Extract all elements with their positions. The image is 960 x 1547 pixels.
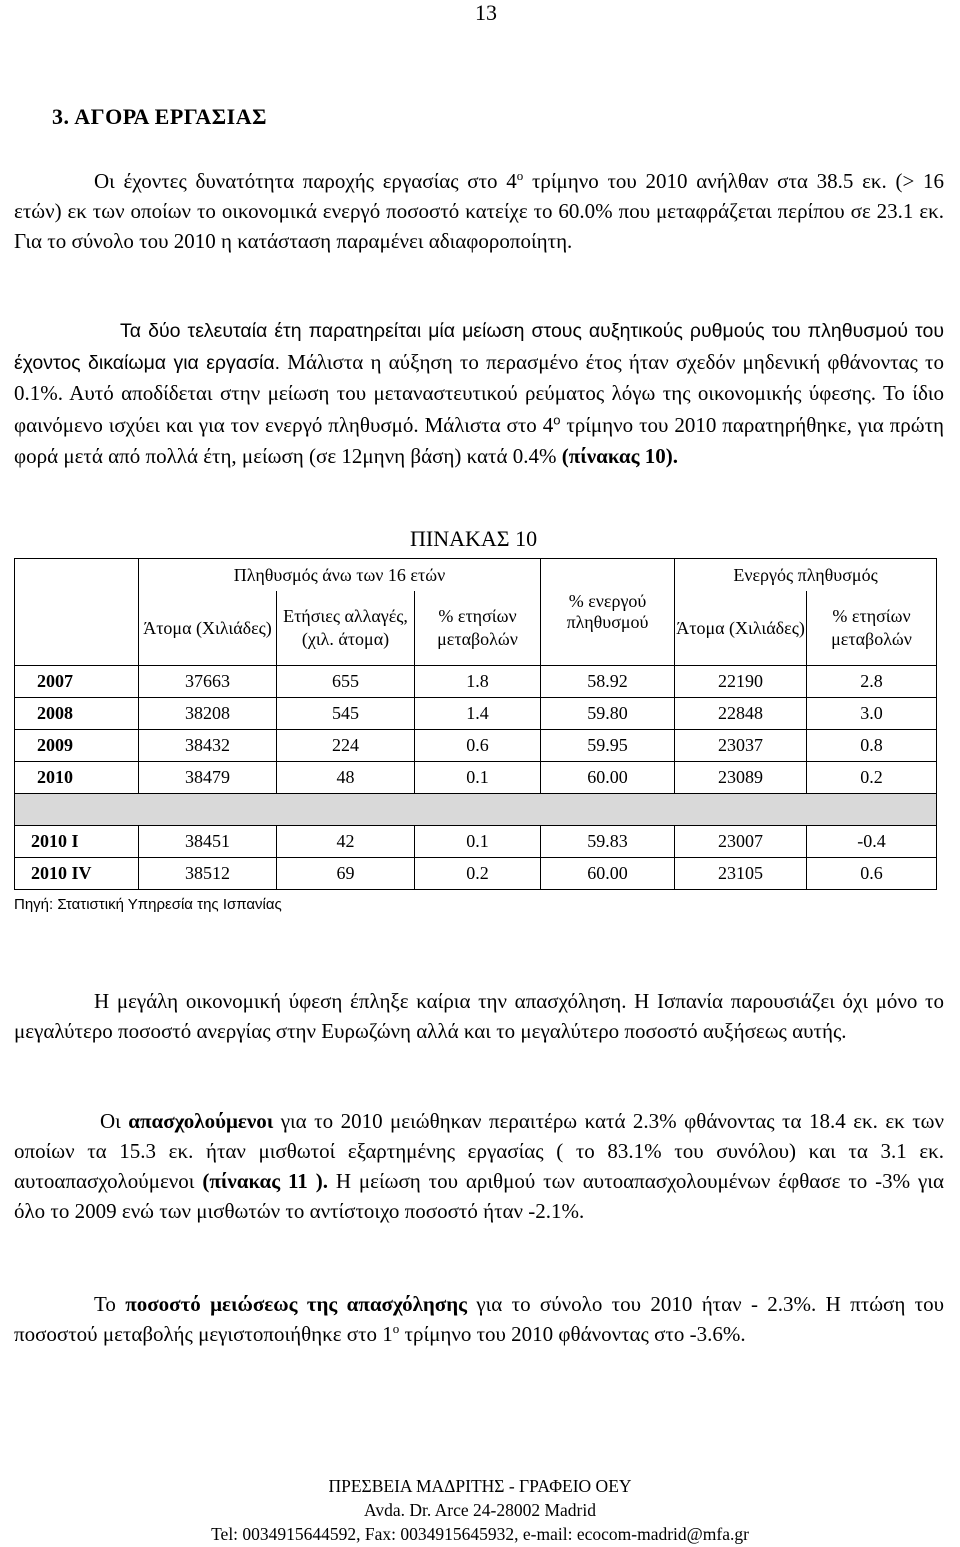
table-row xyxy=(15,730,937,762)
cell-annual: 655 xyxy=(277,666,415,698)
footer-embassy: ΠΡΕΣΒΕΙΑ ΜΑΔΡΙΤΗΣ - ΓΡΑΦΕΙΟ ΟΕΥ xyxy=(328,1476,632,1496)
cell-active-change: 3.0 xyxy=(807,698,937,730)
footer-contact: Tel: 0034915644592, Fax: 0034915645932, e-mail: ecocom-madrid@mfa.gr xyxy=(211,1524,749,1544)
para2-text-d: Το ίδιο φαινόμενο ισχύει και για τον ενεργό πληθυσμό. xyxy=(14,381,944,437)
cell-active-pct: 58.92 xyxy=(541,666,675,698)
header-active-pct: % ενεργού πληθυσμού xyxy=(541,559,675,666)
row-label: 2010 xyxy=(15,762,139,794)
cell-pct: 1.8 xyxy=(415,666,541,698)
para4-bold-employed: απασχολούμενοι xyxy=(128,1109,274,1133)
table-row xyxy=(15,826,937,858)
cell-pct: 0.6 xyxy=(415,730,541,762)
cell-active-pct: 60.00 xyxy=(541,858,675,890)
paragraph-employed xyxy=(14,1106,944,1226)
cell-pct: 0.2 xyxy=(415,858,541,890)
row-label: 2007 xyxy=(15,666,139,698)
section-title: 3. ΑΓΟΡΑ ΕΡΓΑΣΙΑΣ xyxy=(52,104,267,129)
header-corner xyxy=(15,559,139,592)
cell-pct: 0.1 xyxy=(415,826,541,858)
cell-persons: 38432 xyxy=(139,730,277,762)
table-header-row-2 xyxy=(15,591,937,666)
paragraph-growth xyxy=(14,316,944,473)
para4-text-a: Οι xyxy=(100,1109,129,1133)
cell-active-change: 0.6 xyxy=(807,858,937,890)
para2-text-b: Μάλιστα η αύξηση το περασμένο έτος ήταν σχεδόν μηδενική φθάνοντας το 0.1%. xyxy=(14,349,944,405)
cell-annual: 69 xyxy=(277,858,415,890)
cell-annual: 224 xyxy=(277,730,415,762)
cell-persons: 37663 xyxy=(139,666,277,698)
cell-pct: 1.4 xyxy=(415,698,541,730)
header-pct-change-active: % ετησίων μεταβολών xyxy=(807,591,937,666)
para2-text-f: τρίμηνο του 2010 παρατηρήθηκε, για πρώτη φορά μετά από πολλά έτη, μείωση (σε 12μηνη βάση) κατά 0.4% xyxy=(14,412,944,468)
header-persons: Άτομα (Χιλιάδες) xyxy=(139,591,277,666)
cell-persons: 38512 xyxy=(139,858,277,890)
table-header-row-1 xyxy=(15,559,937,592)
para1-text-b: τρίμηνο του 2010 ανήλθαν στα 38.5 εκ. (> 16 ετών) εκ των οποίων το οικονομικά ενεργό ποσοστό κατείχε το 60.0% που μεταφράζεται περίπου σε 23.1 εκ. Για το σύνολο του 2010 η κατάσταση παραμένει αδιαφοροποίητη. xyxy=(14,169,945,253)
cell-active-pct: 60.00 xyxy=(541,762,675,794)
table-row xyxy=(15,858,937,890)
para2-table-ref: (πίνακας 10) xyxy=(561,444,673,468)
para5-text-c: τρίμηνο του 2010 φθάνοντας στο -3.6%. xyxy=(399,1322,746,1346)
cell-active-persons: 22848 xyxy=(675,698,807,730)
cell-active-change: 0.8 xyxy=(807,730,937,762)
header-group-active: Ενεργός πληθυσμός xyxy=(675,559,937,592)
cell-annual: 42 xyxy=(277,826,415,858)
para2-text-e: Μάλιστα στο 4 xyxy=(418,412,554,437)
para5-bold: ποσοστό μειώσεως της απασχόλησης xyxy=(125,1292,468,1316)
para2-end: . xyxy=(672,444,678,468)
table-row xyxy=(15,698,937,730)
table-title: ΠΙΝΑΚΑΣ 10 xyxy=(410,526,538,551)
cell-active-change: 2.8 xyxy=(807,666,937,698)
footer-address: Avda. Dr. Arce 24-28002 Madrid xyxy=(364,1500,596,1520)
para5-text-b: για το σύνολο του 2010 ήταν - 2.3%. Η πτώση του ποσοστού μεταβολής μεγιστοποιήθηκε στο 1 xyxy=(14,1292,944,1346)
row-label: 2008 xyxy=(15,698,139,730)
cell-active-persons: 23037 xyxy=(675,730,807,762)
page-number: 13 xyxy=(475,0,497,25)
separator-cell xyxy=(15,794,937,826)
para4-text-c: Η μείωση του αριθμού των αυτοαπασχολουμένων έφθασε το -3% για όλο το 2009 ενώ των μισθωτών το αντίστοιχο ποσοστό ήταν -2.1%. xyxy=(14,1169,944,1223)
cell-persons: 38208 xyxy=(139,698,277,730)
table-row xyxy=(15,762,937,794)
cell-active-pct: 59.80 xyxy=(541,698,675,730)
para5-superscript: ο xyxy=(392,1321,400,1336)
para1-superscript: ο xyxy=(516,168,524,183)
table-separator-row xyxy=(15,794,937,826)
table-row xyxy=(15,666,937,698)
para4-text-b: για το 2010 μειώθηκαν περαιτέρω κατά 2.3% φθάνοντας τα 18.4 εκ. εκ των οποίων τα 15.3 εκ. ήταν μισθωτοί εξαρτημένης εργασίας ( το 83.1% του συνόλου) και τα 3.1 εκ. αυτοαπασχολούμενοι xyxy=(14,1109,944,1193)
row-label: 2010 I xyxy=(15,826,139,858)
cell-active-pct: 59.95 xyxy=(541,730,675,762)
population-table xyxy=(14,558,937,890)
para2-superscript: ο xyxy=(553,412,561,427)
cell-active-persons: 23007 xyxy=(675,826,807,858)
header-annual-changes: Ετήσιες αλλαγές, (χιλ. άτομα) xyxy=(277,591,415,666)
cell-annual: 48 xyxy=(277,762,415,794)
para4-table-ref: (πίνακας 11 ). xyxy=(202,1169,328,1193)
paragraph-population xyxy=(14,166,944,256)
cell-active-change: 0.2 xyxy=(807,762,937,794)
cell-active-change: -0.4 xyxy=(807,826,937,858)
row-label: 2010 IV xyxy=(15,858,139,890)
header-persons-active: Άτομα (Χιλιάδες) xyxy=(675,591,807,666)
cell-persons: 38451 xyxy=(139,826,277,858)
cell-active-persons: 23105 xyxy=(675,858,807,890)
para2-text-c: Αυτό αποδίδεται στην μείωση του μεταναστευτικού ρεύματος λόγω της οικονομικής ύφεσης. xyxy=(63,381,877,405)
header-pct-change: % ετησίων μεταβολών xyxy=(415,591,541,666)
header-group-population: Πληθυσμός άνω των 16 ετών xyxy=(139,559,541,592)
cell-annual: 545 xyxy=(277,698,415,730)
row-label: 2009 xyxy=(15,730,139,762)
table-source: Πηγή: Στατιστική Υπηρεσία της Ισπανίας xyxy=(14,896,282,913)
header-corner-bottom xyxy=(15,591,139,666)
para5-text-a: Το xyxy=(94,1292,126,1316)
para2-text-a: Τα δύο τελευταία έτη παρατηρείται μία μείωση στους αυξητικούς ρυθμούς του πληθυσμού του έχοντος δικαίωμα για εργασία. xyxy=(14,320,944,374)
cell-persons: 38479 xyxy=(139,762,277,794)
paragraph-decrease-rate xyxy=(14,1289,944,1349)
para1-text-a: Οι έχοντες δυνατότητα παροχής εργασίας στο 4 xyxy=(94,169,517,193)
cell-pct: 0.1 xyxy=(415,762,541,794)
cell-active-pct: 59.83 xyxy=(541,826,675,858)
paragraph-recession: Η μεγάλη οικονομική ύφεση έπληξε καίρια την απασχόληση. Η Ισπανία παρουσιάζει όχι μόνο το μεγαλύτερο ποσοστό ανεργίας στην Ευρωζώνη αλλά και το μεγαλύτερο ποσοστό αυξήσεως αυτής. xyxy=(14,989,944,1043)
page-footer xyxy=(0,1474,960,1546)
cell-active-persons: 22190 xyxy=(675,666,807,698)
cell-active-persons: 23089 xyxy=(675,762,807,794)
